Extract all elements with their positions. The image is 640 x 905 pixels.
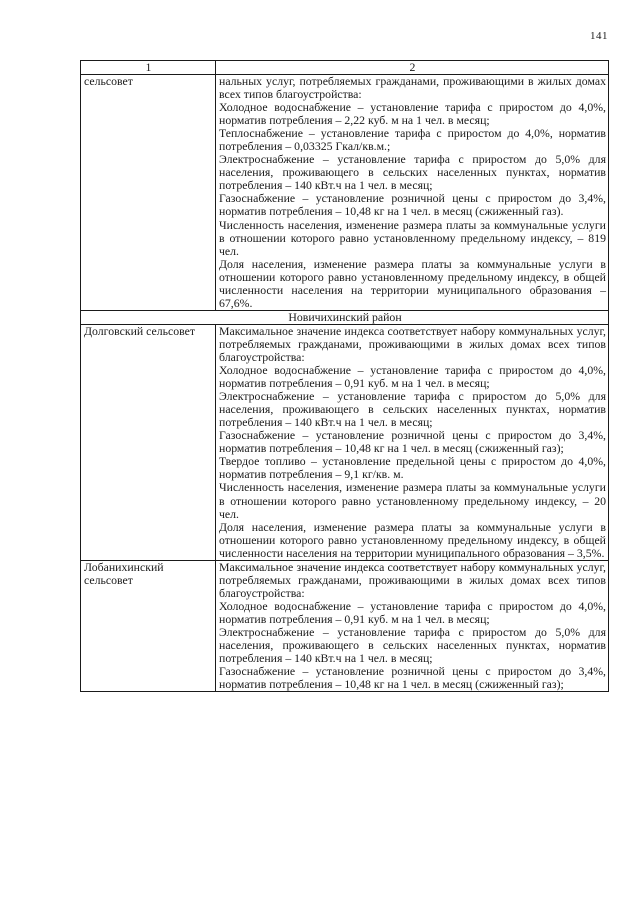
paragraph: Холодное водоснабжение – установление тарифа с приростом до 4,0%, норматив потребления – 0,91 куб. м на 1 чел. в месяц; xyxy=(219,598,606,626)
paragraph: Газоснабжение – установление розничной цены с приростом до 3,4%, норматив потребления – 10,48 кг на 1 чел. в месяц (сжиженный газ). xyxy=(219,191,606,219)
description-cell xyxy=(216,560,609,691)
paragraph: Электроснабжение – установление тарифа с приростом до 5,0% для населения, проживающего в сельских населенных пунктах, норматив потребления – 140 кВт.ч на 1 чел. в месяц; xyxy=(219,152,606,193)
paragraph: Газоснабжение – установление розничной цены с приростом до 3,4%, норматив потребления – 10,48 кг на 1 чел. в месяц (сжиженный газ); xyxy=(219,664,606,692)
paragraph: Теплоснабжение – установление тарифа с приростом до 4,0%, норматив потребления – 0,03325 Гкал/кв.м.; xyxy=(219,126,606,154)
paragraph: Доля населения, изменение размера платы за коммунальные услуги в отношении которого равно установленному предельному индексу, в общей численности населения на территории муниципального образования – 67,6%. xyxy=(219,256,606,310)
table-row xyxy=(81,560,609,691)
table-row xyxy=(81,75,609,311)
description-cell xyxy=(216,324,609,560)
table-row xyxy=(81,324,609,560)
paragraph: нальных услуг, потребляемых гражданами, проживающими в жилых домах всех типов благоустройства: xyxy=(219,74,606,102)
paragraph: Численность населения, изменение размера платы за коммунальные услуги в отношении которого равно установленному предельному индексу, – 20 чел. xyxy=(219,480,606,521)
paragraph: Максимальное значение индекса соответствует набору коммунальных услуг, потребляемых гражданами, проживающими в жилых домах всех типов благоустройства: xyxy=(219,559,606,600)
municipality-cell: сельсовет xyxy=(81,75,216,311)
municipality-cell: Долговский сельсовет xyxy=(81,324,216,560)
paragraph: Максимальное значение индекса соответствует набору коммунальных услуг, потребляемых гражданами, проживающими в жилых домах всех типов благоустройства: xyxy=(219,323,606,364)
column-header: 2 xyxy=(216,61,609,75)
column-header: 1 xyxy=(81,61,216,75)
region-row xyxy=(81,310,609,324)
table-header-row xyxy=(81,61,609,75)
region-title: Новичихинский район xyxy=(81,310,609,324)
paragraph: Численность населения, изменение размера платы за коммунальные услуги в отношении которого равно установленному предельному индексу, – 819 чел. xyxy=(219,217,606,258)
page-number: 141 xyxy=(590,30,608,42)
municipality-cell: Лобанихинский сельсовет xyxy=(81,560,216,691)
paragraph: Холодное водоснабжение – установление тарифа с приростом до 4,0%, норматив потребления – 2,22 куб. м на 1 чел. в месяц; xyxy=(219,100,606,128)
paragraph: Холодное водоснабжение – установление тарифа с приростом до 4,0%, норматив потребления – 0,91 куб. м на 1 чел. в месяц; xyxy=(219,363,606,391)
paragraph: Твердое топливо – установление предельной цены с приростом до 4,0%, норматив потребления – 9,1 кг/кв. м. xyxy=(219,454,606,482)
description-cell xyxy=(216,75,609,311)
paragraph: Электроснабжение – установление тарифа с приростом до 5,0% для населения, проживающего в сельских населенных пунктах, норматив потребления – 140 кВт.ч на 1 чел. в месяц; xyxy=(219,389,606,430)
paragraph: Электроснабжение – установление тарифа с приростом до 5,0% для населения, проживающего в сельских населенных пунктах, норматив потребления – 140 кВт.ч на 1 чел. в месяц; xyxy=(219,624,606,666)
paragraph: Доля населения, изменение размера платы за коммунальные услуги в отношении которого равно установленному предельному индексу, в общей численности населения на территории муниципального образования – 3,5%. xyxy=(219,519,606,560)
tariff-table xyxy=(80,60,609,692)
paragraph: Газоснабжение – установление розничной цены с приростом до 3,4%, норматив потребления – 10,48 кг на 1 чел. в месяц (сжиженный газ); xyxy=(219,428,606,456)
